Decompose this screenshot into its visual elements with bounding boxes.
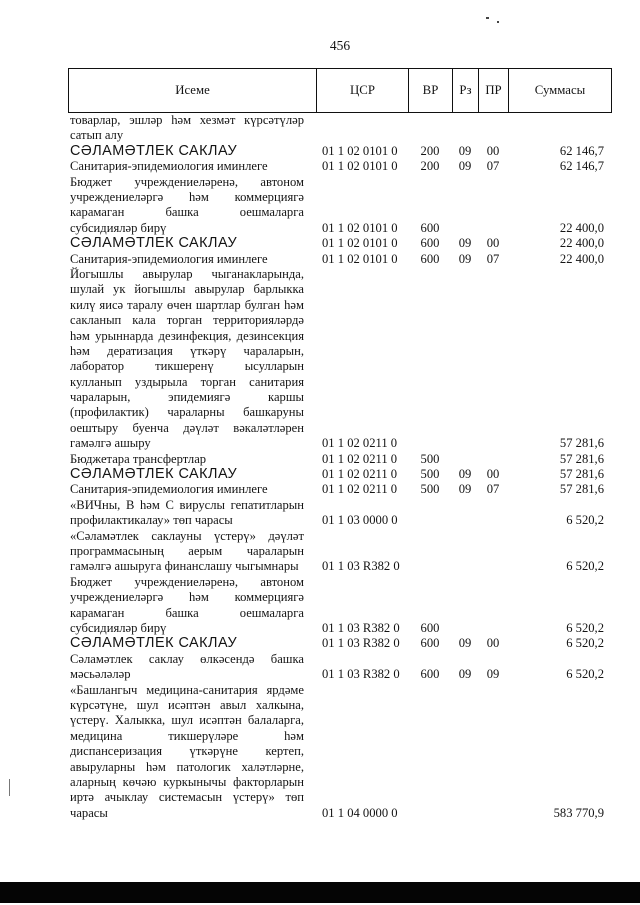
row-csr: 01 1 02 0101 0 (322, 251, 398, 266)
row-vr: 600 (420, 620, 440, 635)
row-name-line: Бюджет учреждениеләренә, автоном (70, 574, 304, 589)
row-sum: 6 520,2 (566, 620, 604, 635)
page-number: 456 (329, 38, 351, 53)
row-csr: 01 1 02 0211 0 (322, 467, 398, 482)
row-sum: 6 520,2 (566, 513, 604, 528)
row-name-line: кулланып уздырыла торган санитария (70, 374, 304, 389)
row-name-cell (68, 467, 316, 482)
row-csr: 01 1 04 0000 0 (322, 805, 398, 820)
row-sum: 62 146,7 (559, 159, 604, 174)
row-name-line: профилактикалау» төп чарасы (70, 513, 233, 528)
table-row (68, 498, 612, 529)
row-sum: 583 770,9 (553, 805, 604, 820)
header-rz: Рз (452, 69, 478, 112)
row-name-line: Санитария-эпидемиология иминлеге (70, 482, 268, 497)
row-name-line: Йогышлы авырулар чыганакларында, (70, 266, 304, 281)
table-row (68, 144, 612, 159)
row-name-line: сатып алу (70, 128, 124, 143)
row-vr: 200 (420, 159, 440, 174)
row-pr: 07 (486, 251, 500, 266)
row-name-line: Санитария-эпидемиология иминлеге (70, 159, 268, 174)
row-name-line: гамәлгә ашыруга финанслашу чыгымнары (70, 559, 299, 574)
table-row (68, 636, 612, 651)
row-name-line: субсидияләр бирү (70, 220, 167, 235)
row-rz: 09 (458, 159, 472, 174)
row-vr: 600 (420, 667, 440, 682)
row-csr: 01 1 03 R382 0 (322, 667, 400, 682)
row-name-cell (68, 529, 316, 575)
row-name-line: «ВИЧны, В һәм С вируслы гепатитларын (70, 497, 304, 512)
row-name-cell (68, 252, 316, 267)
row-name-line: һәм урыннарда дезинфекция, дезинсекция (70, 328, 304, 343)
row-vr: 500 (420, 451, 440, 466)
row-name-line: программасының аерым чараларын (70, 544, 304, 559)
header-vr: ВР (408, 69, 452, 112)
row-name-cell (68, 636, 316, 651)
row-name-line: СӘЛАМӘТЛЕК САКЛАУ (70, 235, 238, 252)
row-pr: 07 (486, 159, 500, 174)
row-name-line: сакланып кала торган территорияләрдә (70, 313, 304, 328)
row-sum: 57 281,6 (559, 451, 604, 466)
row-name-line: «Сәламәтлек саклауны үстерү» дәүләт (70, 528, 304, 543)
table-row (68, 252, 612, 267)
row-name-line: «Башлангыч медицина-санитария ярдәме (70, 682, 304, 697)
row-name-cell (68, 144, 316, 159)
table-row (68, 467, 612, 482)
row-vr: 600 (420, 220, 440, 235)
scan-edge-band (0, 882, 640, 903)
row-pr: 00 (486, 467, 500, 482)
table-row (68, 159, 612, 174)
table-body (68, 113, 612, 821)
row-sum: 6 520,2 (566, 559, 604, 574)
row-csr: 01 1 02 0101 0 (322, 220, 398, 235)
row-name-cell (68, 236, 316, 251)
row-name-line: чарасы (70, 805, 108, 820)
row-csr: 01 1 03 R382 0 (322, 636, 400, 651)
row-csr: 01 1 02 0211 0 (322, 436, 398, 451)
table-row (68, 452, 612, 467)
row-name-cell (68, 159, 316, 174)
row-name-cell (68, 498, 316, 529)
row-name-line: (профилактик) чараларны башкаруны (70, 405, 304, 420)
row-csr: 01 1 03 R382 0 (322, 620, 400, 635)
table-row (68, 236, 612, 251)
row-name-line: чараларын, эпидемиягә каршы (70, 390, 304, 405)
row-csr: 01 1 03 R382 0 (322, 559, 400, 574)
header-csr: ЦСР (316, 69, 408, 112)
row-name-line: гамәлгә ашыру (70, 436, 151, 451)
row-sum: 57 281,6 (559, 436, 604, 451)
row-csr: 01 1 03 0000 0 (322, 513, 398, 528)
row-rz: 09 (458, 636, 472, 651)
scan-speck (486, 17, 489, 19)
row-rz: 09 (458, 143, 472, 158)
row-rz: 09 (458, 482, 472, 497)
row-sum: 22 400,0 (559, 220, 604, 235)
row-name-line: күрсәтүне, шул исәптән авыл халкына, (70, 697, 304, 712)
row-rz: 09 (458, 251, 472, 266)
row-name-line: шулай ук йогышлы авырулар барлыкка (70, 282, 304, 297)
row-name-line: һәм дератизация үткәрү чараларын, (70, 343, 304, 358)
row-name-line: учреждениеләргә һәм коммерциягә (70, 590, 304, 605)
row-sum: 62 146,7 (559, 143, 604, 158)
row-sum: 22 400,0 (559, 251, 604, 266)
row-csr: 01 1 02 0101 0 (322, 143, 398, 158)
row-name-line: Сәламәтлек саклау өлкәсендә башка (70, 651, 304, 666)
table-row (68, 113, 612, 144)
row-sum: 6 520,2 (566, 636, 604, 651)
row-name-line: учреждениеләргә һәм коммерциягә (70, 189, 304, 204)
row-name-line: килү яисә таралу өчен шартлар булган һәм (70, 297, 304, 312)
row-name-line: Бюджет учреждениеләренә, автоном (70, 174, 304, 189)
row-name-cell (68, 482, 316, 497)
row-name-line: мәсьәләләр (70, 667, 131, 682)
row-pr: 09 (486, 667, 500, 682)
row-name-line: диспансеризация үткәрүне кертеп, (70, 744, 304, 759)
row-name-cell (68, 652, 316, 683)
row-rz: 09 (458, 667, 472, 682)
header-name: Исеме (175, 83, 210, 97)
row-csr: 01 1 02 0101 0 (322, 159, 398, 174)
row-name-cell (68, 113, 316, 144)
table-row (68, 575, 612, 637)
row-pr: 07 (486, 482, 500, 497)
row-name-line: СӘЛАМӘТЛЕК САКЛАУ (70, 466, 238, 483)
table-row (68, 267, 612, 452)
table-row (68, 175, 612, 237)
row-name-line: Бюджетара трансфертлар (70, 451, 207, 466)
row-csr: 01 1 02 0211 0 (322, 451, 398, 466)
row-csr: 01 1 02 0211 0 (322, 482, 398, 497)
row-name-cell (68, 175, 316, 237)
row-name-line: СӘЛАМӘТЛЕК САКЛАУ (70, 142, 238, 159)
scan-speck (497, 21, 499, 23)
row-sum: 57 281,6 (559, 467, 604, 482)
row-name-line: товарлар, эшләр һәм хезмәт күрсәтүләр (70, 113, 304, 127)
row-vr: 600 (420, 236, 440, 251)
table-row (68, 529, 612, 575)
row-csr: 01 1 02 0101 0 (322, 236, 398, 251)
scan-mark (9, 779, 10, 796)
row-name-line: үстерү. Халыкка, шул исәптән балаларга, (70, 713, 304, 728)
row-sum: 22 400,0 (559, 236, 604, 251)
row-name-line: лаборатор тикшеренү ысулларын (70, 359, 304, 374)
row-name-cell (68, 575, 316, 637)
row-vr: 500 (420, 482, 440, 497)
row-rz: 09 (458, 467, 472, 482)
row-name-line: карамаган башка оешмаларга (70, 205, 304, 220)
row-pr: 00 (486, 636, 500, 651)
row-vr: 500 (420, 467, 440, 482)
row-name-line: субсидияләр бирү (70, 621, 167, 635)
row-sum: 6 520,2 (566, 667, 604, 682)
header-pr: ПР (478, 69, 508, 112)
row-name-cell (68, 267, 316, 452)
row-vr: 200 (420, 143, 440, 158)
row-name-line: аларның көчәю куркынычы факторларын (70, 774, 304, 789)
row-name-line: медицина тикшерүләре һәм (70, 728, 304, 743)
row-name-line: авыруларны һәм патологик халәтләрне, (70, 759, 304, 774)
header-sum: Суммасы (508, 69, 611, 112)
table-row (68, 482, 612, 497)
table-row (68, 652, 612, 683)
row-pr: 00 (486, 143, 500, 158)
row-name-cell (68, 683, 316, 822)
row-vr: 600 (420, 636, 440, 651)
row-pr: 00 (486, 236, 500, 251)
row-name-line: иртә ачыклау системасын үстерү» төп (70, 790, 304, 805)
row-vr: 600 (420, 251, 440, 266)
row-name-line: СӘЛАМӘТЛЕК САКЛАУ (70, 635, 238, 652)
row-sum: 57 281,6 (559, 482, 604, 497)
row-name-line: карамаган башка оешмаларга (70, 605, 304, 620)
row-name-line: Санитария-эпидемиология иминлеге (70, 251, 268, 266)
row-name-line: оештыру буенча дәүләт вәкаләтләрен (70, 420, 304, 435)
row-rz: 09 (458, 236, 472, 251)
table-row (68, 683, 612, 822)
row-name-cell (68, 452, 316, 467)
table-header (68, 68, 612, 113)
